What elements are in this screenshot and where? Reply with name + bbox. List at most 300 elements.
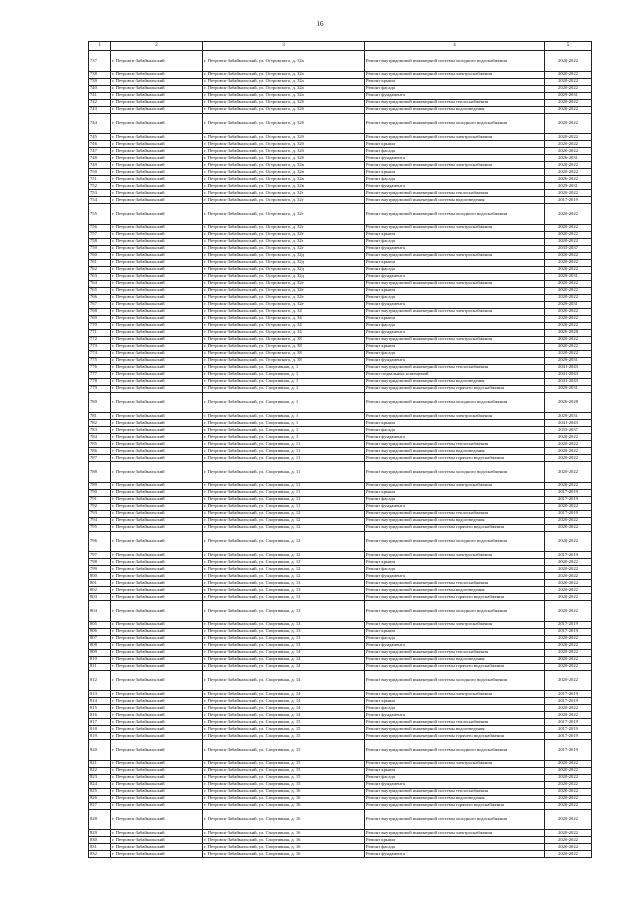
period-cell: 2017-2019 bbox=[545, 496, 592, 503]
period-cell: 2020-2022 bbox=[545, 308, 592, 315]
work-type-cell: Ремонт внутридомовой инженерной системы водоотведения bbox=[365, 197, 545, 204]
address-cell: г. Петровск-Забайкальский, ул. Спортивная, д. 12 bbox=[203, 517, 365, 524]
municipality-cell: г. Петровск-Забайкальский bbox=[111, 802, 203, 809]
period-cell: 2041-2043 bbox=[545, 378, 592, 385]
address-cell: г. Петровск-Забайкальский, ул. Спортивная, д. 1 bbox=[203, 378, 365, 385]
period-cell: 2020-2022 bbox=[545, 524, 592, 531]
address-cell: г. Петровск-Забайкальский, ул. Островского, д. 32в bbox=[203, 162, 365, 169]
period-cell: 2020-2022 bbox=[545, 455, 592, 462]
address-cell: г. Петровск-Забайкальский, ул. Спортивная, д. 13 bbox=[203, 642, 365, 649]
municipality-cell: г. Петровск-Забайкальский bbox=[111, 224, 203, 231]
municipality-cell: г. Петровск-Забайкальский bbox=[111, 99, 203, 106]
address-cell: г. Петровск-Забайкальский, ул. Спортивная, д. 12 bbox=[203, 524, 365, 531]
work-type-cell: Ремонт подвальных помещений bbox=[365, 371, 545, 378]
municipality-cell: г. Петровск-Забайкальский bbox=[111, 670, 203, 691]
work-type-cell: Ремонт внутридомовой инженерной системы электроснабжения bbox=[365, 224, 545, 231]
work-type-cell: Ремонт фасада bbox=[365, 294, 545, 301]
municipality-cell: г. Петровск-Забайкальский bbox=[111, 78, 203, 85]
period-cell: 2020-2022 bbox=[545, 441, 592, 448]
table-row bbox=[89, 245, 592, 252]
table-row bbox=[89, 524, 592, 531]
work-type-cell: Ремонт внутридомовой инженерной системы водоотведения bbox=[365, 517, 545, 524]
row-number-cell: 810 bbox=[89, 656, 111, 663]
row-number-cell: 805 bbox=[89, 621, 111, 628]
table-header-row bbox=[89, 42, 592, 51]
address-cell: г. Петровск-Забайкальский, ул. Островского, д. 32а bbox=[203, 92, 365, 99]
period-cell: 2020-2022 bbox=[545, 642, 592, 649]
row-number-cell: 811 bbox=[89, 663, 111, 670]
table-row bbox=[89, 455, 592, 462]
table-row bbox=[89, 378, 592, 385]
address-cell: г. Петровск-Забайкальский, ул. Островского, д. 32в bbox=[203, 169, 365, 176]
municipality-cell: г. Петровск-Забайкальский bbox=[111, 183, 203, 190]
table-row bbox=[89, 837, 592, 844]
address-cell: г. Петровск-Забайкальский, ул. Спортивная, д. 16 bbox=[203, 802, 365, 809]
period-cell: 2020-2022 bbox=[545, 266, 592, 273]
period-cell: 2020-2022 bbox=[545, 594, 592, 601]
work-type-cell: Ремонт фундамента bbox=[365, 273, 545, 280]
table-row bbox=[89, 134, 592, 141]
row-number-cell: 796 bbox=[89, 531, 111, 552]
table-row bbox=[89, 726, 592, 733]
work-type-cell: Ремонт внутридомовой инженерной системы холодного водоснабжения bbox=[365, 113, 545, 134]
period-cell: 2041-2043 bbox=[545, 420, 592, 427]
municipality-cell: г. Петровск-Забайкальский bbox=[111, 322, 203, 329]
table-row bbox=[89, 594, 592, 601]
period-cell: 2020-2022 bbox=[545, 635, 592, 642]
period-cell: 2026-2031 bbox=[545, 155, 592, 162]
municipality-cell: г. Петровск-Забайкальский bbox=[111, 628, 203, 635]
period-cell: 2020-2022 bbox=[545, 99, 592, 106]
header-cell: 4 bbox=[365, 42, 545, 51]
row-number-cell: 764 bbox=[89, 280, 111, 287]
address-cell: г. Петровск-Забайкальский, ул. Спортивная, д. 14 bbox=[203, 698, 365, 705]
address-cell: г. Петровск-Забайкальский, ул. Островского, д. 32д bbox=[203, 252, 365, 259]
work-type-cell: Ремонт фасада bbox=[365, 148, 545, 155]
work-type-cell: Ремонт фундамента bbox=[365, 573, 545, 580]
municipality-cell: г. Петровск-Забайкальский bbox=[111, 663, 203, 670]
row-number-cell: 776 bbox=[89, 364, 111, 371]
table-row bbox=[89, 781, 592, 788]
work-type-cell: Ремонт внутридомовой инженерной системы холодного водоснабжения bbox=[365, 51, 545, 72]
period-cell: 2041-2043 bbox=[545, 364, 592, 371]
row-number-cell: 745 bbox=[89, 134, 111, 141]
municipality-cell: г. Петровск-Забайкальский bbox=[111, 176, 203, 183]
table-row bbox=[89, 621, 592, 628]
row-number-cell: 792 bbox=[89, 503, 111, 510]
work-type-cell: Ремонт фасада bbox=[365, 85, 545, 92]
municipality-cell: г. Петровск-Забайкальский bbox=[111, 601, 203, 622]
address-cell: г. Петровск-Забайкальский, ул. Островского, д. 32б bbox=[203, 141, 365, 148]
work-type-cell: Ремонт внутридомовой инженерной системы электроснабжения bbox=[365, 134, 545, 141]
table-row bbox=[89, 51, 592, 72]
row-number-cell: 800 bbox=[89, 573, 111, 580]
municipality-cell: г. Петровск-Забайкальский bbox=[111, 273, 203, 280]
work-type-cell: Ремонт внутридомовой инженерной системы электроснабжения bbox=[365, 308, 545, 315]
period-cell: 2029-2031 bbox=[545, 301, 592, 308]
address-cell: г. Петровск-Забайкальский, ул. Островского, д. 32г bbox=[203, 238, 365, 245]
work-type-cell: Ремонт внутридомовой инженерной системы холодного водоснабжения bbox=[365, 670, 545, 691]
table-row bbox=[89, 190, 592, 197]
row-number-cell: 795 bbox=[89, 524, 111, 531]
row-number-cell: 825 bbox=[89, 788, 111, 795]
municipality-cell: г. Петровск-Забайкальский bbox=[111, 85, 203, 92]
table-row bbox=[89, 350, 592, 357]
municipality-cell: г. Петровск-Забайкальский bbox=[111, 594, 203, 601]
row-number-cell: 789 bbox=[89, 482, 111, 489]
work-type-cell: Ремонт внутридомовой инженерной системы теплоснабжения bbox=[365, 719, 545, 726]
table-row bbox=[89, 322, 592, 329]
table-row bbox=[89, 642, 592, 649]
municipality-cell: г. Петровск-Забайкальский bbox=[111, 197, 203, 204]
table-row bbox=[89, 148, 592, 155]
row-number-cell: 793 bbox=[89, 510, 111, 517]
row-number-cell: 739 bbox=[89, 78, 111, 85]
address-cell: г. Петровск-Забайкальский, ул. Островского, д. 32г bbox=[203, 245, 365, 252]
address-cell: г. Петровск-Забайкальский, ул. Спортивная, д. 1 bbox=[203, 420, 365, 427]
table-row bbox=[89, 809, 592, 830]
period-cell: 2020-2022 bbox=[545, 587, 592, 594]
table-row bbox=[89, 719, 592, 726]
municipality-cell: г. Петровск-Забайкальский bbox=[111, 851, 203, 858]
period-cell: 2020-2022 bbox=[545, 141, 592, 148]
municipality-cell: г. Петровск-Забайкальский bbox=[111, 259, 203, 266]
period-cell: 2020-2022 bbox=[545, 517, 592, 524]
municipality-cell: г. Петровск-Забайкальский bbox=[111, 92, 203, 99]
period-cell: 2020-2022 bbox=[545, 231, 592, 238]
table-row bbox=[89, 587, 592, 594]
period-cell: 2020-2022 bbox=[545, 238, 592, 245]
municipality-cell: г. Петровск-Забайкальский bbox=[111, 705, 203, 712]
municipality-cell: г. Петровск-Забайкальский bbox=[111, 427, 203, 434]
work-type-cell: Ремонт фундамента bbox=[365, 781, 545, 788]
table-row bbox=[89, 71, 592, 78]
work-type-cell: Ремонт крыши bbox=[365, 837, 545, 844]
municipality-cell: г. Петровск-Забайкальский bbox=[111, 656, 203, 663]
municipality-cell: г. Петровск-Забайкальский bbox=[111, 580, 203, 587]
table-row bbox=[89, 462, 592, 483]
period-cell: 2020-2022 bbox=[545, 559, 592, 566]
address-cell: г. Петровск-Забайкальский, ул. Спортивная, д. 12 bbox=[203, 552, 365, 559]
address-cell: г. Петровск-Забайкальский, ул. Островского, д. 32е bbox=[203, 287, 365, 294]
work-type-cell: Ремонт внутридомовой инженерной системы теплоснабжения bbox=[365, 441, 545, 448]
work-type-cell: Ремонт внутридомовой инженерной системы электроснабжения bbox=[365, 71, 545, 78]
row-number-cell: 814 bbox=[89, 698, 111, 705]
period-cell: 2020-2022 bbox=[545, 573, 592, 580]
municipality-cell: г. Петровск-Забайкальский bbox=[111, 51, 203, 72]
row-number-cell: 804 bbox=[89, 601, 111, 622]
municipality-cell: г. Петровск-Забайкальский bbox=[111, 413, 203, 420]
table-row bbox=[89, 573, 592, 580]
address-cell: г. Петровск-Забайкальский, ул. Островского, д. 38 bbox=[203, 343, 365, 350]
period-cell: 2020-2022 bbox=[545, 601, 592, 622]
row-number-cell: 798 bbox=[89, 559, 111, 566]
row-number-cell: 807 bbox=[89, 635, 111, 642]
row-number-cell: 828 bbox=[89, 809, 111, 830]
work-type-cell: Ремонт фасада bbox=[365, 427, 545, 434]
address-cell: г. Петровск-Забайкальский, ул. Островского, д. 32а bbox=[203, 71, 365, 78]
row-number-cell: 777 bbox=[89, 371, 111, 378]
work-type-cell: Ремонт фасада bbox=[365, 322, 545, 329]
municipality-cell: г. Петровск-Забайкальский bbox=[111, 573, 203, 580]
work-type-cell: Ремонт внутридомовой инженерной системы холодного водоснабжения bbox=[365, 204, 545, 225]
address-cell: г. Петровск-Забайкальский, ул. Спортивная, д. 13 bbox=[203, 621, 365, 628]
municipality-cell: г. Петровск-Забайкальский bbox=[111, 252, 203, 259]
row-number-cell: 815 bbox=[89, 705, 111, 712]
address-cell: г. Петровск-Забайкальский, ул. Спортивная, д. 11 bbox=[203, 503, 365, 510]
work-type-cell: Ремонт фундамента bbox=[365, 329, 545, 336]
row-number-cell: 737 bbox=[89, 51, 111, 72]
work-type-cell: Ремонт крыши bbox=[365, 559, 545, 566]
row-number-cell: 809 bbox=[89, 649, 111, 656]
period-cell: 2020-2022 bbox=[545, 280, 592, 287]
municipality-cell: г. Петровск-Забайкальский bbox=[111, 719, 203, 726]
work-type-cell: Ремонт внутридомовой инженерной системы водоотведения bbox=[365, 106, 545, 113]
table-row bbox=[89, 308, 592, 315]
work-type-cell: Ремонт внутридомовой инженерной системы теплоснабжения bbox=[365, 788, 545, 795]
period-cell: 2020-2022 bbox=[545, 224, 592, 231]
address-cell: г. Петровск-Забайкальский, ул. Спортивная, д. 14 bbox=[203, 691, 365, 698]
table-row bbox=[89, 628, 592, 635]
table-row bbox=[89, 183, 592, 190]
work-type-cell: Ремонт внутридомовой инженерной системы горячего водоснабжения bbox=[365, 594, 545, 601]
row-number-cell: 738 bbox=[89, 71, 111, 78]
period-cell: 2017-2019 bbox=[545, 698, 592, 705]
municipality-cell: г. Петровск-Забайкальский bbox=[111, 357, 203, 364]
row-number-cell: 757 bbox=[89, 231, 111, 238]
work-type-cell: Ремонт внутридомовой инженерной системы холодного водоснабжения bbox=[365, 531, 545, 552]
period-cell: 2020-2022 bbox=[545, 315, 592, 322]
municipality-cell: г. Петровск-Забайкальский bbox=[111, 517, 203, 524]
row-number-cell: 817 bbox=[89, 719, 111, 726]
table-row bbox=[89, 371, 592, 378]
period-cell: 2020-2022 bbox=[545, 531, 592, 552]
work-type-cell: Ремонт крыши bbox=[365, 78, 545, 85]
address-cell: г. Петровск-Забайкальский, ул. Спортивная, д. 16 bbox=[203, 788, 365, 795]
table-row bbox=[89, 176, 592, 183]
work-type-cell: Ремонт внутридомовой инженерной системы теплоснабжения bbox=[365, 580, 545, 587]
work-type-cell: Ремонт внутридомовой инженерной системы электроснабжения bbox=[365, 552, 545, 559]
table-row bbox=[89, 385, 592, 392]
address-cell: г. Петровск-Забайкальский, ул. Островского, д. 32г bbox=[203, 224, 365, 231]
period-cell: 2017-2019 bbox=[545, 621, 592, 628]
table-row bbox=[89, 733, 592, 740]
work-type-cell: Ремонт фундамента bbox=[365, 301, 545, 308]
municipality-cell: г. Петровск-Забайкальский bbox=[111, 830, 203, 837]
work-type-cell: Ремонт внутридомовой инженерной системы водоотведения bbox=[365, 378, 545, 385]
row-number-cell: 786 bbox=[89, 448, 111, 455]
municipality-cell: г. Петровск-Забайкальский bbox=[111, 621, 203, 628]
table-row bbox=[89, 224, 592, 231]
work-type-cell: Ремонт крыши bbox=[365, 767, 545, 774]
municipality-cell: г. Петровск-Забайкальский bbox=[111, 760, 203, 767]
row-number-cell: 747 bbox=[89, 148, 111, 155]
table-row bbox=[89, 698, 592, 705]
row-number-cell: 802 bbox=[89, 587, 111, 594]
row-number-cell: 772 bbox=[89, 336, 111, 343]
work-type-cell: Ремонт фасада bbox=[365, 635, 545, 642]
table-row bbox=[89, 760, 592, 767]
address-cell: г. Петровск-Забайкальский, ул. Спортивная, д. 11 bbox=[203, 482, 365, 489]
address-cell: г. Петровск-Забайкальский, ул. Островского, д. 32б bbox=[203, 113, 365, 134]
period-cell: 2029-2031 bbox=[545, 413, 592, 420]
period-cell: 2017-2019 bbox=[545, 197, 592, 204]
work-type-cell: Ремонт фундамента bbox=[365, 357, 545, 364]
period-cell: 2029-2031 bbox=[545, 273, 592, 280]
row-number-cell: 759 bbox=[89, 245, 111, 252]
municipality-cell: г. Петровск-Забайкальский bbox=[111, 510, 203, 517]
work-type-cell: Ремонт крыши bbox=[365, 698, 545, 705]
period-cell: 2029-2031 bbox=[545, 385, 592, 392]
period-cell: 2020-2022 bbox=[545, 802, 592, 809]
work-type-cell: Ремонт внутридомовой инженерной системы горячего водоснабжения bbox=[365, 524, 545, 531]
table-row bbox=[89, 78, 592, 85]
address-cell: г. Петровск-Забайкальский, ул. Островского, д. 32д bbox=[203, 266, 365, 273]
row-number-cell: 753 bbox=[89, 190, 111, 197]
address-cell: г. Петровск-Забайкальский, ул. Островского, д. 32г bbox=[203, 204, 365, 225]
period-cell: 2017-2019 bbox=[545, 719, 592, 726]
period-cell: 2017-2019 bbox=[545, 740, 592, 761]
address-cell: г. Петровск-Забайкальский, ул. Островского, д. 32б bbox=[203, 134, 365, 141]
municipality-cell: г. Петровск-Забайкальский bbox=[111, 308, 203, 315]
municipality-cell: г. Петровск-Забайкальский bbox=[111, 371, 203, 378]
work-type-cell: Ремонт фундамента bbox=[365, 503, 545, 510]
row-number-cell: 819 bbox=[89, 733, 111, 740]
municipality-cell: г. Петровск-Забайкальский bbox=[111, 844, 203, 851]
work-type-cell: Ремонт внутридомовой инженерной системы теплоснабжения bbox=[365, 190, 545, 197]
row-number-cell: 749 bbox=[89, 162, 111, 169]
row-number-cell: 782 bbox=[89, 420, 111, 427]
work-type-cell: Ремонт внутридомовой инженерной системы горячего водоснабжения bbox=[365, 385, 545, 392]
municipality-cell: г. Петровск-Забайкальский bbox=[111, 231, 203, 238]
table-row bbox=[89, 231, 592, 238]
address-cell: г. Петровск-Забайкальский, ул. Спортивная, д. 14 bbox=[203, 663, 365, 670]
period-cell: 2020-2022 bbox=[545, 448, 592, 455]
row-number-cell: 821 bbox=[89, 760, 111, 767]
period-cell: 2020-2022 bbox=[545, 106, 592, 113]
table-row bbox=[89, 844, 592, 851]
table-row bbox=[89, 155, 592, 162]
period-cell: 2017-2019 bbox=[545, 691, 592, 698]
address-cell: г. Петровск-Забайкальский, ул. Спортивная, д. 15 bbox=[203, 733, 365, 740]
header-cell: 5 bbox=[545, 42, 592, 51]
address-cell: г. Петровск-Забайкальский, ул. Островского, д. 32в bbox=[203, 183, 365, 190]
row-number-cell: 775 bbox=[89, 357, 111, 364]
work-type-cell: Ремонт внутридомовой инженерной системы холодного водоснабжения bbox=[365, 809, 545, 830]
work-type-cell: Ремонт фасада bbox=[365, 774, 545, 781]
period-cell: 2020-2022 bbox=[545, 252, 592, 259]
row-number-cell: 829 bbox=[89, 830, 111, 837]
work-type-cell: Ремонт внутридомовой инженерной системы электроснабжения bbox=[365, 252, 545, 259]
municipality-cell: г. Петровск-Забайкальский bbox=[111, 169, 203, 176]
row-number-cell: 822 bbox=[89, 767, 111, 774]
address-cell: г. Петровск-Забайкальский, ул. Спортивная, д. 1 bbox=[203, 392, 365, 413]
table-row bbox=[89, 691, 592, 698]
work-type-cell: Ремонт крыши bbox=[365, 489, 545, 496]
municipality-cell: г. Петровск-Забайкальский bbox=[111, 378, 203, 385]
municipality-cell: г. Петровск-Забайкальский bbox=[111, 524, 203, 531]
address-cell: г. Петровск-Забайкальский, ул. Спортивная, д. 15 bbox=[203, 726, 365, 733]
table-row bbox=[89, 169, 592, 176]
work-type-cell: Ремонт внутридомовой инженерной системы теплоснабжения bbox=[365, 364, 545, 371]
municipality-cell: г. Петровск-Забайкальский bbox=[111, 162, 203, 169]
table-row bbox=[89, 259, 592, 266]
address-cell: г. Петровск-Забайкальский, ул. Островского, д. 32д bbox=[203, 259, 365, 266]
period-cell: 2020-2022 bbox=[545, 336, 592, 343]
address-cell: г. Петровск-Забайкальский, ул. Спортивная, д. 12 bbox=[203, 573, 365, 580]
row-number-cell: 771 bbox=[89, 329, 111, 336]
table-row bbox=[89, 301, 592, 308]
table-row bbox=[89, 336, 592, 343]
municipality-cell: г. Петровск-Забайкальский bbox=[111, 266, 203, 273]
period-cell: 2017-2019 bbox=[545, 489, 592, 496]
table-row bbox=[89, 434, 592, 441]
table-row bbox=[89, 113, 592, 134]
address-cell: г. Петровск-Забайкальский, ул. Спортивная, д. 13 bbox=[203, 635, 365, 642]
table-row bbox=[89, 580, 592, 587]
work-type-cell: Ремонт крыши bbox=[365, 259, 545, 266]
period-cell: 2020-2022 bbox=[545, 162, 592, 169]
row-number-cell: 766 bbox=[89, 294, 111, 301]
work-type-cell: Ремонт крыши bbox=[365, 141, 545, 148]
work-type-cell: Ремонт внутридомовой инженерной системы холодного водоснабжения bbox=[365, 462, 545, 483]
municipality-cell: г. Петровск-Забайкальский bbox=[111, 113, 203, 134]
work-type-cell: Ремонт фасада bbox=[365, 844, 545, 851]
address-cell: г. Петровск-Забайкальский, ул. Спортивная, д. 1 bbox=[203, 364, 365, 371]
address-cell: г. Петровск-Забайкальский, ул. Островского, д. 34 bbox=[203, 322, 365, 329]
address-cell: г. Петровск-Забайкальский, ул. Спортивная, д. 11 bbox=[203, 448, 365, 455]
table-row bbox=[89, 315, 592, 322]
address-cell: г. Петровск-Забайкальский, ул. Спортивная, д. 13 bbox=[203, 594, 365, 601]
row-number-cell: 740 bbox=[89, 85, 111, 92]
work-type-cell: Ремонт внутридомовой инженерной системы электроснабжения bbox=[365, 280, 545, 287]
work-type-cell: Ремонт внутридомовой инженерной системы горячего водоснабжения bbox=[365, 802, 545, 809]
work-type-cell: Ремонт фундамента bbox=[365, 851, 545, 858]
period-cell: 2020-2022 bbox=[545, 287, 592, 294]
period-cell: 2020-2022 bbox=[545, 774, 592, 781]
work-type-cell: Ремонт внутридомовой инженерной системы электроснабжения bbox=[365, 482, 545, 489]
work-type-cell: Ремонт внутридомовой инженерной системы электроснабжения bbox=[365, 691, 545, 698]
period-cell: 2020-2022 bbox=[545, 190, 592, 197]
table-row bbox=[89, 601, 592, 622]
address-cell: г. Петровск-Забайкальский, ул. Спортивная, д. 15 bbox=[203, 740, 365, 761]
address-cell: г. Петровск-Забайкальский, ул. Спортивная, д. 14 bbox=[203, 712, 365, 719]
municipality-cell: г. Петровск-Забайкальский bbox=[111, 496, 203, 503]
row-number-cell: 787 bbox=[89, 455, 111, 462]
address-cell: г. Петровск-Забайкальский, ул. Островского, д. 32г bbox=[203, 190, 365, 197]
table-row bbox=[89, 552, 592, 559]
work-type-cell: Ремонт фундамента bbox=[365, 245, 545, 252]
row-number-cell: 788 bbox=[89, 462, 111, 483]
table-row bbox=[89, 287, 592, 294]
municipality-cell: г. Петровск-Забайкальский bbox=[111, 392, 203, 413]
page-number: 16 bbox=[316, 20, 324, 28]
table-row bbox=[89, 649, 592, 656]
table-row bbox=[89, 106, 592, 113]
address-cell: г. Петровск-Забайкальский, ул. Спортивная, д. 13 bbox=[203, 587, 365, 594]
address-cell: г. Петровск-Забайкальский, ул. Островского, д. 32в bbox=[203, 176, 365, 183]
row-number-cell: 824 bbox=[89, 781, 111, 788]
table-row bbox=[89, 712, 592, 719]
row-number-cell: 818 bbox=[89, 726, 111, 733]
municipality-cell: г. Петровск-Забайкальский bbox=[111, 301, 203, 308]
row-number-cell: 790 bbox=[89, 489, 111, 496]
row-number-cell: 781 bbox=[89, 413, 111, 420]
address-cell: г. Петровск-Забайкальский, ул. Островского, д. 32е bbox=[203, 301, 365, 308]
row-number-cell: 762 bbox=[89, 266, 111, 273]
period-cell: 2029-2031 bbox=[545, 183, 592, 190]
municipality-cell: г. Петровск-Забайкальский bbox=[111, 71, 203, 78]
